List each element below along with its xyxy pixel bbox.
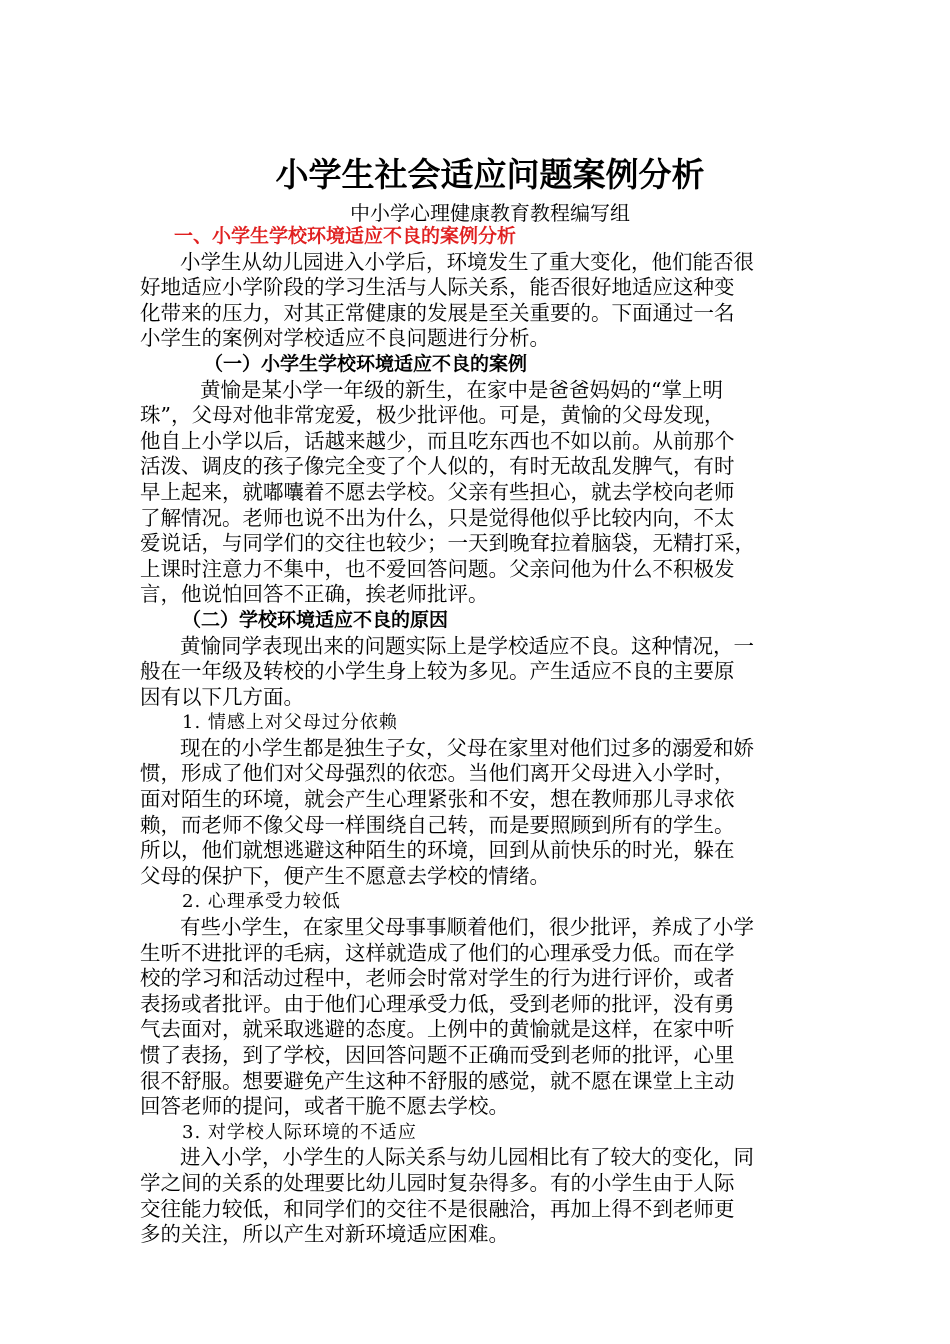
text-line: 多的关注，所以产生对新环境适应困难。 [140,1222,509,1247]
text-line: 回答老师的提问，或者干脆不愿去学校。 [140,1094,509,1119]
text-line: 了解情况。老师也说不出为什么，只是觉得他似乎比较内向，不太 [140,505,735,530]
text-line: 小学生的案例对学校适应不良问题进行分析。 [140,326,550,351]
text-line: 学之间的关系的处理要比幼儿园时复杂得多。有的小学生由于人际 [140,1170,735,1195]
text-line: 爱说话，与同学们的交往也较少；一天到晚耷拉着脑袋，无精打采， [140,531,755,556]
text-line: 珠”，父母对他非常宠爱，极少批评他。可是，黄愉的父母发现， [140,403,725,428]
text-line: 生听不进批评的毛病，这样就造成了他们的心理承受力低。而在学 [140,940,735,965]
text-line: 早上起来，就嘟囔着不愿去学校。父亲有些担心，就去学校向老师 [140,479,735,504]
numbered-heading: 3. 对学校人际环境的不适应 [182,1121,417,1143]
text-line: 黄愉是某小学一年级的新生，在家中是爸爸妈妈的“掌上明 [200,377,723,402]
text-line: 进入小学，小学生的人际关系与幼儿园相比有了较大的变化，同 [180,1145,754,1170]
text-line: 所以，他们就想逃避这种陌生的环境，回到从前快乐的时光，躲在 [140,838,735,863]
section-heading: 一、小学生学校环境适应不良的案例分析 [174,225,517,247]
numbered-heading: 2. 心理承受力较低 [182,891,341,913]
numbered-heading: 1. 情感上对父母过分依赖 [182,712,398,734]
text-line: 惯了表扬，到了学校，因回答问题不正确而受到老师的批评，心里 [140,1043,735,1067]
subsection-heading: （一）小学生学校环境适应不良的案例 [204,352,528,375]
text-line: 父母的保护下，便产生不愿意去学校的情绪。 [140,863,550,888]
text-line: 因有以下几方面。 [140,684,304,709]
text-line: 好地适应小学阶段的学习生活与人际关系，能否很好地适应这种变 [140,275,735,300]
text-line: 表扬或者批评。由于他们心理承受力低，受到老师的批评，没有勇 [140,991,735,1016]
text-line: 化带来的压力，对其正常健康的发展是至关重要的。下面通过一名 [140,300,735,325]
text-line: 他自上小学以后，话越来越少，而且吃东西也不如以前。从前那个 [140,428,735,453]
text-line: 小学生从幼儿园进入小学后，环境发生了重大变化，他们能否很 [180,249,754,274]
text-line: 惯，形成了他们对父母强烈的依恋。当他们离开父母进入小学时， [140,761,735,786]
document-title: 小学生社会适应问题案例分析 [275,155,705,194]
text-line: 活泼、调皮的孩子像完全变了个人似的，有时无故乱发脾气，有时 [140,454,735,479]
text-line: 很不舒服。想要避免产生这种不舒服的感觉，就不愿在课堂上主动 [140,1068,735,1093]
text-line: 气去面对，就采取逃避的态度。上例中的黄愉就是这样，在家中听 [140,1017,735,1042]
subsection-heading: （二）学校环境适应不良的原因 [182,608,449,631]
text-line: 现在的小学生都是独生子女，父母在家里对他们过多的溺爱和娇 [180,735,754,760]
text-line: 面对陌生的环境，就会产生心理紧张和不安，想在教师那儿寻求依 [140,787,735,812]
text-line: 赖，而老师不像父母一样围绕自己转，而是要照顾到所有的学生。 [140,812,735,837]
text-line: 般在一年级及转校的小学生身上较为多见。产生适应不良的主要原 [140,659,735,684]
text-line: 上课时注意力不集中，也不爱回答问题。父亲问他为什么不积极发 [140,556,735,581]
text-line: 黄愉同学表现出来的问题实际上是学校适应不良。这种情况，一 [180,633,754,658]
document-body [140,224,820,1248]
text-line: 交往能力较低，和同学们的交往不是很融洽，再加上得不到老师更 [140,1196,735,1221]
text-line: 言，他说怕回答不正确，挨老师批评。 [140,582,489,607]
document-author: 中小学心理健康教育教程编写组 [350,201,630,225]
text-line: 有些小学生，在家里父母事事顺着他们，很少批评，养成了小学 [180,915,754,940]
text-line: 校的学习和活动过程中，老师会时常对学生的行为进行评价，或者 [140,966,735,991]
